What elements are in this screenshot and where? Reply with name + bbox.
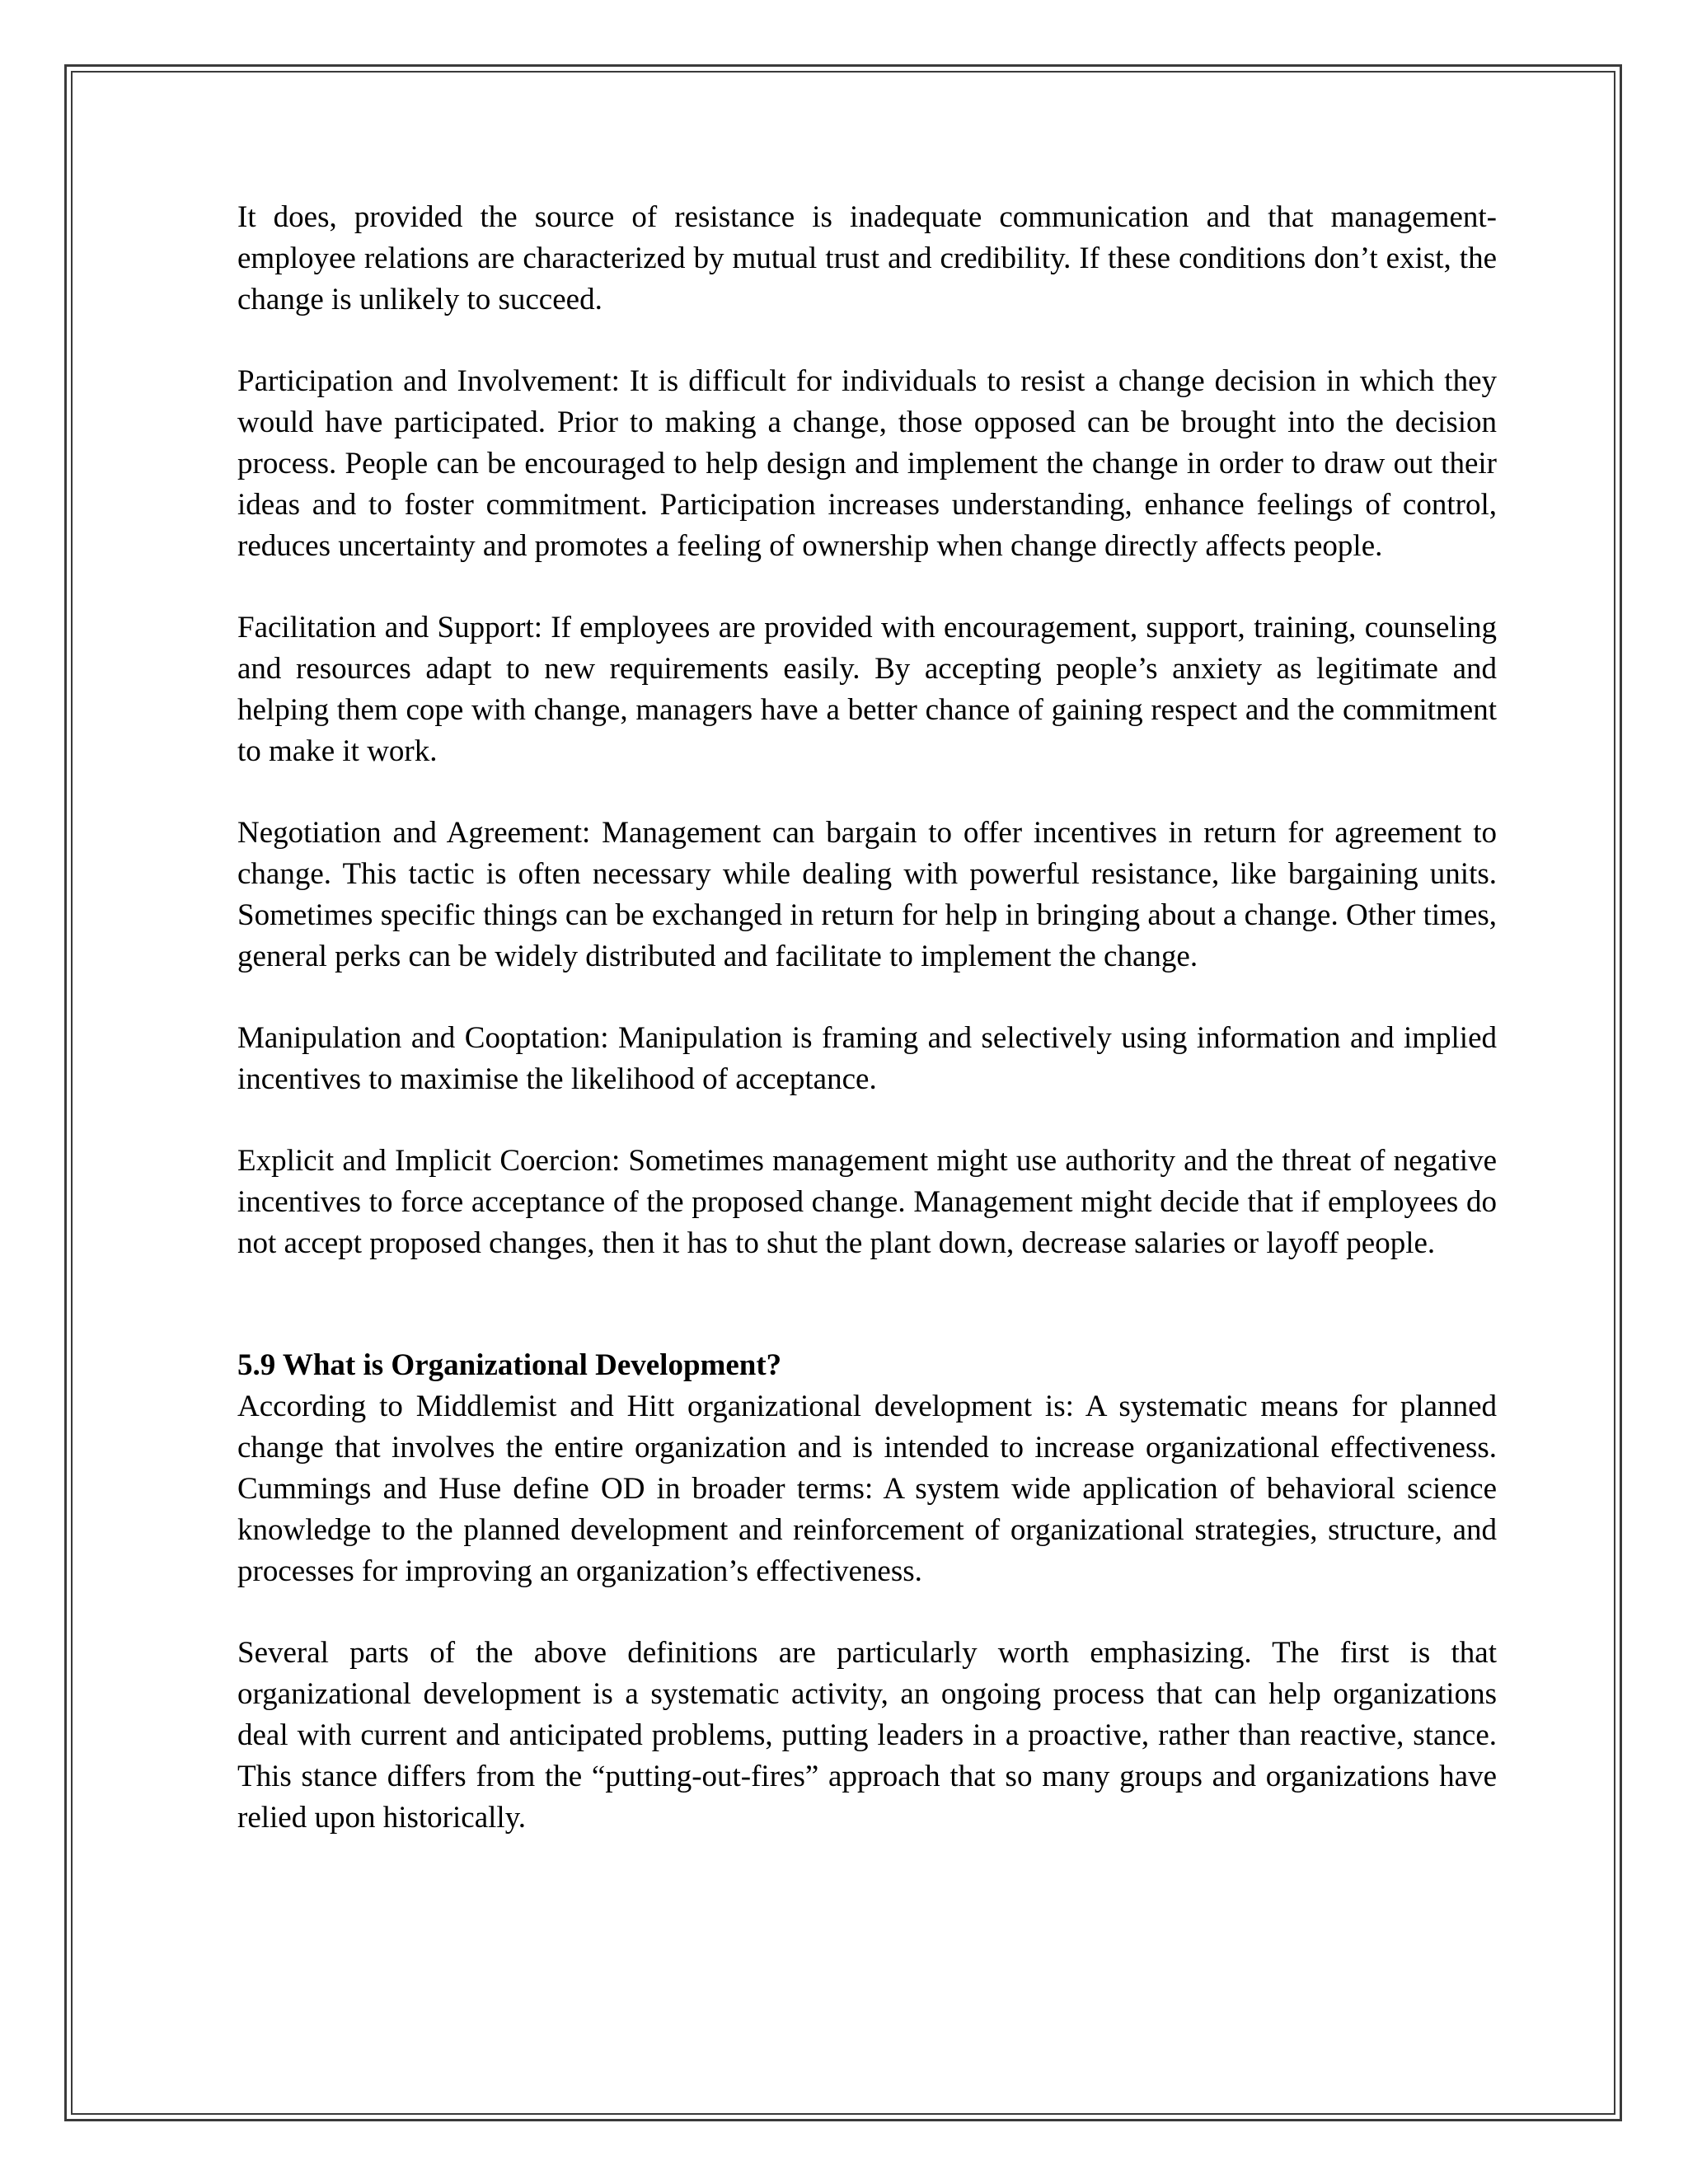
section-heading: 5.9 What is Organizational Development? xyxy=(237,1348,782,1382)
paragraph-negotiation-agreement: Negotiation and Agreement: Management can bargain to offer incentives in return for agreement to change. This tactic is often necessary while dealing with powerful resistance, like bargaining units. Sometimes specific things can be exchanged in return for help in bringing about a change. Other times, general perks can be widely distributed and facilitate to implement the change. xyxy=(237,816,1497,973)
paragraph-facilitation-support: Facilitation and Support: If employees are provided with encouragement, support, training, counseling and resources adapt to new requirements easily. By accepting people’s anxiety as legitimate and helping them cope with change, managers have a better chance of gaining respect and the commitment to make it work. xyxy=(237,611,1497,768)
paragraph-manipulation-cooptation: Manipulation and Cooptation: Manipulation is framing and selectively using information and implied incentives to maximise the likelihood of acceptance. xyxy=(237,1021,1497,1096)
paragraph-communication: It does, provided the source of resistance is inadequate communication and that management-employee relations are characterized by mutual trust and credibility. If these conditions don’t exist, the change is unlikely to succeed. xyxy=(237,200,1497,316)
page-content xyxy=(237,197,1497,1879)
paragraph-od-definition: According to Middlemist and Hitt organizational development is: A systematic means for planned change that involves the entire organization and is intended to increase organizational effectiveness. Cummings and Huse define OD in broader terms: A system wide application of behavioral science knowledge to the planned development and reinforcement of organizational strategies, structure, and processes for improving an organization’s effectiveness. xyxy=(237,1390,1497,1588)
paragraph-od-emphasis: Several parts of the above definitions are particularly worth emphasizing. The first is that organizational development is a systematic activity, an ongoing process that can help organizations deal with current and anticipated problems, putting leaders in a proactive, rather than reactive, stance. This stance differs from the “putting-out-fires” approach that so many groups and organizations have relied upon historically. xyxy=(237,1636,1497,1835)
paragraph-participation-involvement: Participation and Involvement: It is difficult for individuals to resist a change decision in which they would have participated. Prior to making a change, those opposed can be brought into the decision process. People can be encouraged to help design and implement the change in order to draw out their ideas and to foster commitment. Participation increases understanding, enhance feelings of control, reduces uncertainty and promotes a feeling of ownership when change directly affects people. xyxy=(237,364,1497,563)
paragraph-coercion: Explicit and Implicit Coercion: Sometimes management might use authority and the threat of negative incentives to force acceptance of the proposed change. Management might decide that if employees do not accept proposed changes, then it has to shut the plant down, decrease salaries or layoff people. xyxy=(237,1144,1497,1260)
